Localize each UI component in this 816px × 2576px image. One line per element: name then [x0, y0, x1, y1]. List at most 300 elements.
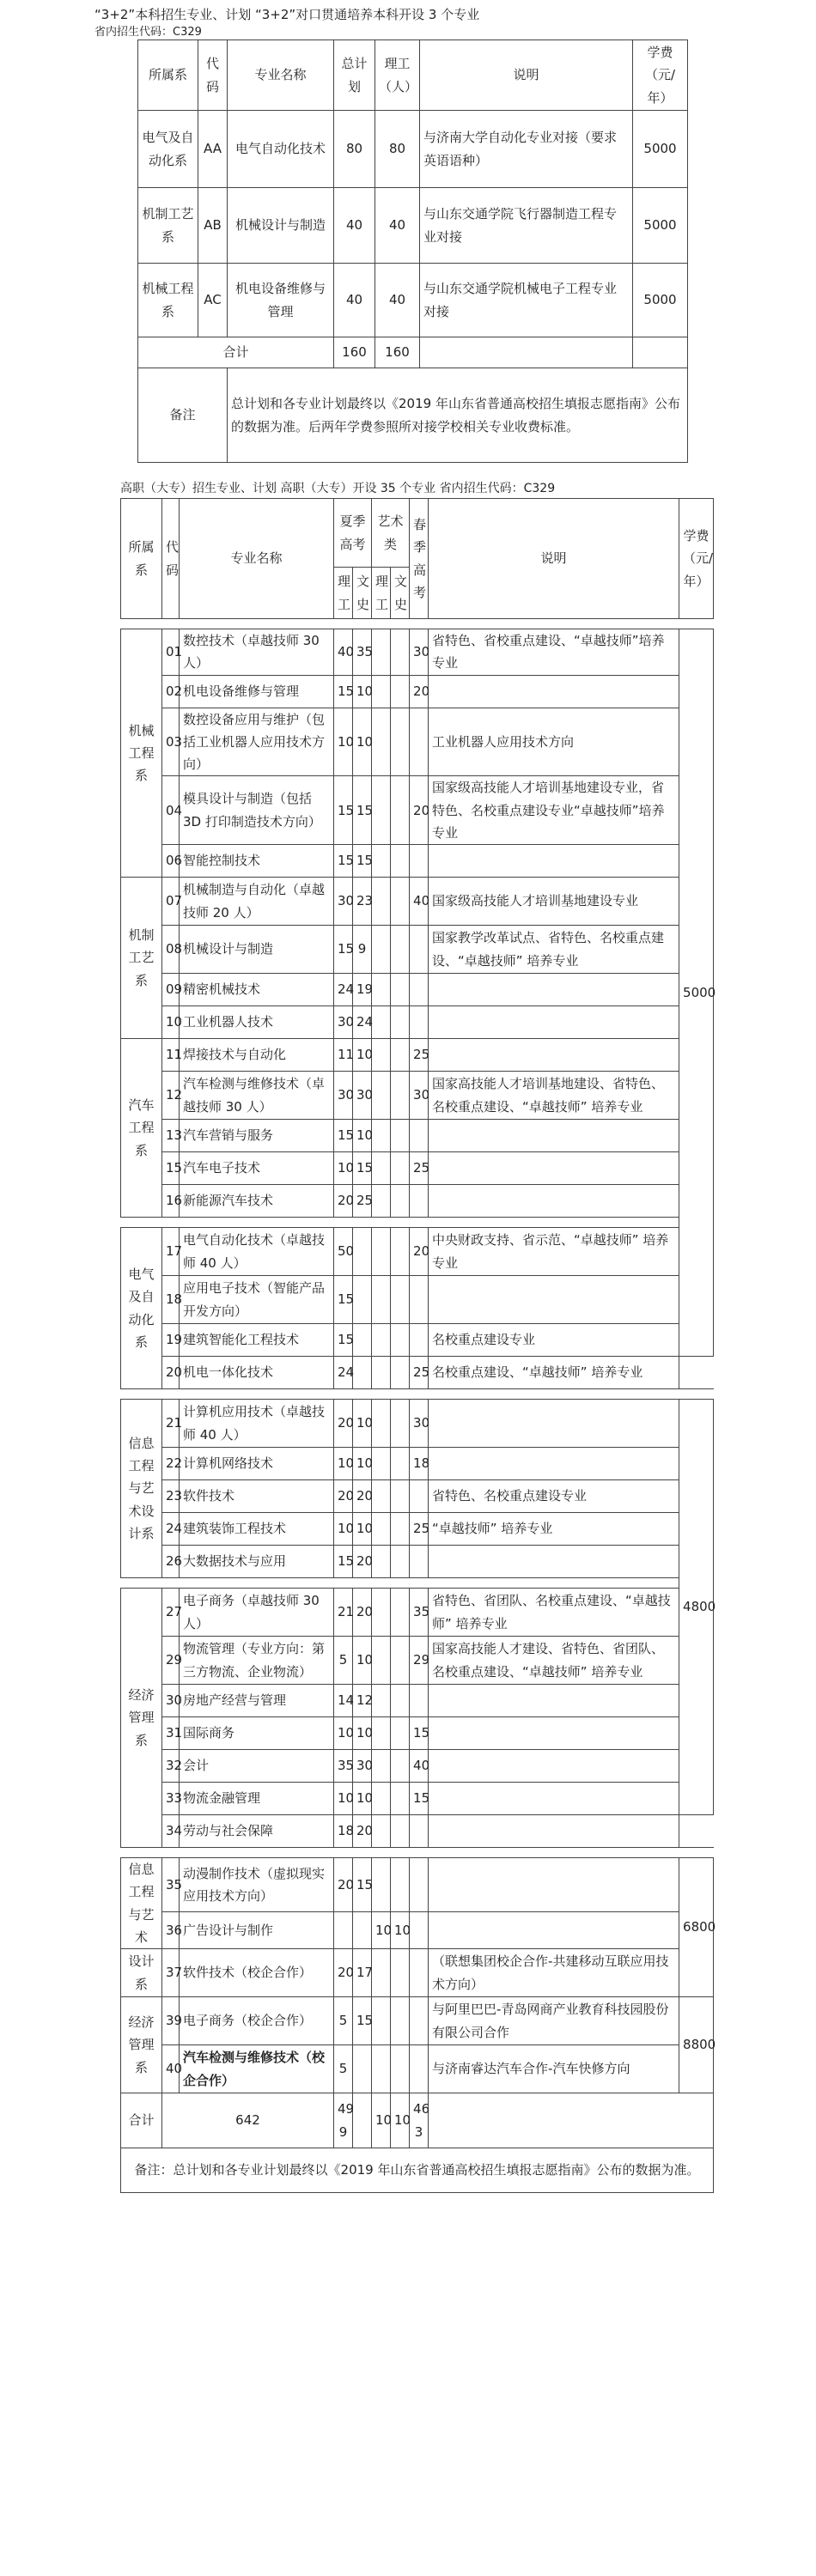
t2-row	[121, 1912, 714, 1949]
t2-code: 31	[162, 1717, 180, 1750]
t2-s2: 9	[353, 926, 372, 974]
t2-s4	[391, 974, 410, 1006]
t2-s3: 10	[372, 1912, 391, 1949]
t2-sp	[410, 2045, 429, 2093]
t2-s1: 10	[334, 1448, 353, 1480]
t2-desc: （联想集团校企合作-共建移动互联应用技术方向）	[429, 1949, 679, 1997]
t2-sp	[410, 1949, 429, 1997]
t2-row	[121, 1120, 714, 1152]
t2-s3	[372, 1357, 391, 1389]
t2-s2: 17	[353, 1949, 372, 1997]
t2-s4	[391, 1039, 410, 1072]
t2-s2: 20	[353, 1589, 372, 1637]
t2-code: 04	[162, 776, 180, 845]
t2-s1: 15	[334, 1324, 353, 1357]
t2-sp: 20	[410, 675, 429, 708]
t2-name: 焊接技术与自动化	[180, 1039, 334, 1072]
t2-s3	[372, 675, 391, 708]
t2-code: 03	[162, 708, 180, 776]
t2-sp	[410, 708, 429, 776]
t2-header-art-lit: 文史	[391, 568, 410, 619]
t2-row	[121, 1589, 714, 1637]
t2-name: 广告设计与制作	[180, 1912, 334, 1949]
t2-s1: 50	[334, 1228, 353, 1276]
t2-s4	[391, 926, 410, 974]
t2-code: 37	[162, 1949, 180, 1997]
t2-sp	[410, 1185, 429, 1218]
t2-sp	[410, 1912, 429, 1949]
t2-sp	[410, 1997, 429, 2045]
t2-code: 13	[162, 1120, 180, 1152]
t2-code: 07	[162, 878, 180, 926]
t2-s2: 35	[353, 629, 372, 676]
t2-s3	[372, 1120, 391, 1152]
t2-s2: 15	[353, 1152, 372, 1185]
t2-name: 汽车营销与服务	[180, 1120, 334, 1152]
t2-s3	[372, 1997, 391, 2045]
t2-s1: 15	[334, 675, 353, 708]
t2-row	[121, 1637, 714, 1685]
t2-s2: 10	[353, 1120, 372, 1152]
t2-desc	[429, 1783, 679, 1815]
t2-sp: 20	[410, 1228, 429, 1276]
t2-sp	[410, 1276, 429, 1324]
t1-sum-label: 合计	[138, 337, 334, 368]
t2-s4: 10	[391, 1912, 410, 1949]
t1-sci: 40	[375, 188, 420, 264]
t2-s4	[391, 845, 410, 878]
t2-fee: 8800	[679, 1997, 714, 2093]
t1-desc: 与济南大学自动化专业对接（要求英语语种）	[420, 111, 633, 188]
t1-header-code: 代码	[198, 40, 228, 111]
t2-code: 22	[162, 1448, 180, 1480]
t2-row	[121, 1448, 714, 1480]
t2-s1: 15	[334, 1120, 353, 1152]
t2-s4	[391, 708, 410, 776]
t2-s1: 20	[334, 1480, 353, 1513]
t2-desc	[429, 1152, 679, 1185]
t2-row	[121, 878, 714, 926]
t2-s3	[372, 974, 391, 1006]
t2-desc: 与济南睿达汽车合作-汽车快修方向	[429, 2045, 679, 2093]
t2-dept: 电气及自动化系	[121, 1228, 162, 1389]
t2-s1: 10	[334, 1513, 353, 1546]
t2-s4	[391, 1637, 410, 1685]
t2-s2: 30	[353, 1750, 372, 1783]
t2-name: 动漫制作技术（虚拟现实应用技术方向）	[180, 1858, 334, 1912]
t2-s4	[391, 1717, 410, 1750]
t2-desc	[429, 1039, 679, 1072]
t2-row	[121, 1324, 714, 1357]
t1-dept: 机械工程系	[138, 264, 198, 337]
t2-s1: 30	[334, 1072, 353, 1120]
t1-fee: 5000	[633, 264, 688, 337]
t2-code: 33	[162, 1783, 180, 1815]
t2-sum-total: 642	[162, 2093, 334, 2148]
t2-row	[121, 629, 714, 676]
t2-s2: 15	[353, 1858, 372, 1912]
t2-s3	[372, 1152, 391, 1185]
t2-s4	[391, 1589, 410, 1637]
t2-s1: 30	[334, 878, 353, 926]
t2-code: 39	[162, 1997, 180, 2045]
t1-header-total: 总计划	[334, 40, 375, 111]
t2-s3	[372, 845, 391, 878]
t2-sp: 25	[410, 1152, 429, 1185]
t1-code: AB	[198, 188, 228, 264]
t2-header-dept: 所属系	[121, 499, 162, 619]
t2-name: 精密机械技术	[180, 974, 334, 1006]
t2-s3	[372, 1228, 391, 1276]
t1-name: 机械设计与制造	[228, 188, 334, 264]
t1-row	[138, 188, 688, 264]
t2-desc	[429, 1717, 679, 1750]
t2-code: 16	[162, 1185, 180, 1218]
t2-desc	[429, 1912, 679, 1949]
t2-row	[121, 1357, 714, 1389]
t1-code: AC	[198, 264, 228, 337]
t1-fee: 5000	[633, 111, 688, 188]
t2-code: 01	[162, 629, 180, 676]
t2-code: 06	[162, 845, 180, 878]
t2-desc: “卓越技师” 培养专业	[429, 1513, 679, 1546]
t2-row	[121, 1152, 714, 1185]
t1-note-label: 备注	[138, 368, 228, 463]
t2-code: 30	[162, 1685, 180, 1717]
t1-code-line: 省内招生代码：C329	[94, 26, 202, 39]
t2-desc: 国家高技能人才培训基地建设、省特色、名校重点建设、“卓越技师” 培养专业	[429, 1072, 679, 1120]
t2-s2: 10	[353, 1448, 372, 1480]
t1-name: 电气自动化技术	[228, 111, 334, 188]
t2-sp	[410, 845, 429, 878]
t1-code: AA	[198, 111, 228, 188]
t2-s2: 20	[353, 1480, 372, 1513]
t2-desc	[429, 1448, 679, 1480]
t2-code: 21	[162, 1400, 180, 1448]
t2-sp	[410, 1324, 429, 1357]
t2-row	[121, 1783, 714, 1815]
t2-sp	[410, 1685, 429, 1717]
t2-desc: 省特色、省团队、名校重点建设、“卓越技师” 培养专业	[429, 1589, 679, 1637]
t2-code: 17	[162, 1228, 180, 1276]
t2-name: 模具设计与制造（包括 3D 打印制造技术方向）	[180, 776, 334, 845]
t2-name: 汽车检测与维修技术（校企合作）	[180, 2045, 334, 2093]
t2-name: 应用电子技术（智能产品开发方向）	[180, 1276, 334, 1324]
t2-s3	[372, 1815, 391, 1848]
t2-s1: 5	[334, 1997, 353, 2045]
t2-sum-s4: 10	[391, 2093, 410, 2148]
t2-s4	[391, 1546, 410, 1578]
t2-name: 机械设计与制造	[180, 926, 334, 974]
t2-s3	[372, 1546, 391, 1578]
t2-desc: 名校重点建设专业	[429, 1324, 679, 1357]
t2-s2: 10	[353, 1717, 372, 1750]
t1-header-fee: 学费（元/年）	[633, 40, 688, 111]
t2-s2: 24	[353, 1006, 372, 1039]
t2-desc: 国家级高技能人才培训基地建设专业，省特色、名校重点建设专业“卓越技师”培养专业	[429, 776, 679, 845]
t2-desc	[429, 1750, 679, 1783]
t2-s4	[391, 1006, 410, 1039]
t2-code: 12	[162, 1072, 180, 1120]
t2-code: 34	[162, 1815, 180, 1848]
t2-header-spring: 春季高考	[410, 499, 429, 619]
t2-s1: 40	[334, 629, 353, 676]
t2-row	[121, 1480, 714, 1513]
t2-sp	[410, 1815, 429, 1848]
t2-s2: 15	[353, 776, 372, 845]
t2-s3	[372, 878, 391, 926]
t2-row	[121, 974, 714, 1006]
t1-title-line: “3+2”本科招生专业、计划 “3+2”对口贯通培养本科开设 3 个专业	[94, 7, 480, 22]
t2-desc	[429, 1120, 679, 1152]
t2-s3	[372, 1685, 391, 1717]
t2-dept: 机制工艺系	[121, 878, 162, 1039]
t2-sum-blank	[429, 2093, 714, 2148]
t2-sum-s3: 10	[372, 2093, 391, 2148]
t2-code: 29	[162, 1637, 180, 1685]
t1-total: 80	[334, 111, 375, 188]
t2-row	[121, 675, 714, 708]
t2-s1: 20	[334, 1185, 353, 1218]
t2-s4	[391, 1276, 410, 1324]
t2-code: 11	[162, 1039, 180, 1072]
t2-name: 汽车检测与维修技术（卓越技师 30 人）	[180, 1072, 334, 1120]
t2-fee: 6800	[679, 1858, 714, 1997]
t1-header-name: 专业名称	[228, 40, 334, 111]
t2-sp: 15	[410, 1717, 429, 1750]
t2-s2: 10	[353, 1039, 372, 1072]
t2-s2	[353, 1357, 372, 1389]
t2-sp: 40	[410, 1750, 429, 1783]
t2-s4	[391, 878, 410, 926]
t2-sum-s1: 49 9	[334, 2093, 353, 2148]
t2-header-summer-lit: 文史	[353, 568, 372, 619]
t2-code: 18	[162, 1276, 180, 1324]
t1-note-text: 总计划和各专业计划最终以《2019 年山东省普通高校招生填报志愿指南》公布的数据为准。后两年学费参照所对接学校相关专业收费标准。	[228, 368, 688, 463]
t2-s1: 15	[334, 1276, 353, 1324]
t2-desc: 工业机器人应用技术方向	[429, 708, 679, 776]
t2-name: 机械制造与自动化（卓越技师 20 人）	[180, 878, 334, 926]
t2-s3	[372, 1006, 391, 1039]
t2-row	[121, 708, 714, 776]
t2-s2: 10	[353, 1637, 372, 1685]
t2-s3	[372, 1750, 391, 1783]
t2-title-line: 高职（大专）招生专业、计划 高职（大专）开设 35 个专业 省内招生代码：C329	[120, 482, 556, 495]
t2-s4	[391, 1480, 410, 1513]
t2-name: 电子商务（校企合作）	[180, 1997, 334, 2045]
t1-row	[138, 111, 688, 188]
t2-header-name: 专业名称	[180, 499, 334, 619]
t2-name: 机电设备维修与管理	[180, 675, 334, 708]
t1-sum-sci: 160	[375, 337, 420, 368]
t2-name: 软件技术（校企合作）	[180, 1949, 334, 1997]
t2-s2: 20	[353, 1546, 372, 1578]
t2-desc	[429, 1185, 679, 1218]
t2-name: 物流金融管理	[180, 1783, 334, 1815]
t2-s1: 10	[334, 1717, 353, 1750]
t2-sum-s2	[353, 2093, 372, 2148]
t2-row	[121, 1006, 714, 1039]
t1-fee: 5000	[633, 188, 688, 264]
t2-dept: 设计系	[121, 1949, 162, 1997]
t2-s2: 10	[353, 1783, 372, 1815]
t2-s4	[391, 1685, 410, 1717]
t2-code: 24	[162, 1513, 180, 1546]
t2-s2: 19	[353, 974, 372, 1006]
t2-name: 建筑装饰工程技术	[180, 1513, 334, 1546]
t1-dept: 机制工艺系	[138, 188, 198, 264]
t2-s1: 20	[334, 1858, 353, 1912]
t2-s1: 15	[334, 776, 353, 845]
t2-table	[120, 498, 714, 2193]
t2-header-code: 代码	[162, 499, 180, 619]
t2-s3	[372, 1717, 391, 1750]
t2-s1: 5	[334, 1637, 353, 1685]
t2-fee: 5000	[679, 629, 714, 1357]
t2-s3	[372, 629, 391, 676]
t2-header-desc: 说明	[429, 499, 679, 619]
t2-sum-spring: 46 3	[410, 2093, 429, 2148]
t2-s3	[372, 1589, 391, 1637]
t2-s3	[372, 1324, 391, 1357]
t2-s4	[391, 629, 410, 676]
t2-sp: 30	[410, 1400, 429, 1448]
t2-s3	[372, 1400, 391, 1448]
t2-header-summer: 夏季高考	[334, 499, 372, 568]
t2-s2	[353, 1276, 372, 1324]
t2-row	[121, 1400, 714, 1448]
t2-code: 35	[162, 1858, 180, 1912]
t2-s1	[334, 1912, 353, 1949]
t2-name: 软件技术	[180, 1480, 334, 1513]
t2-desc: 省特色、省校重点建设、“卓越技师”培养专业	[429, 629, 679, 676]
t2-header-art-sci: 理工	[372, 568, 391, 619]
t1-name: 机电设备维修与管理	[228, 264, 334, 337]
t2-desc	[429, 1685, 679, 1717]
t2-s2: 10	[353, 675, 372, 708]
t2-s1: 14	[334, 1685, 353, 1717]
t2-s4	[391, 1152, 410, 1185]
t2-code: 20	[162, 1357, 180, 1389]
t2-s2: 10	[353, 1513, 372, 1546]
t2-s4	[391, 1815, 410, 1848]
t1-sum-total: 160	[334, 337, 375, 368]
t2-s4	[391, 776, 410, 845]
t2-sp: 30	[410, 1072, 429, 1120]
t2-s1: 15	[334, 926, 353, 974]
t2-code: 19	[162, 1324, 180, 1357]
t2-s4	[391, 675, 410, 708]
t2-s2: 30	[353, 1072, 372, 1120]
t2-s2	[353, 1228, 372, 1276]
t2-name: 汽车电子技术	[180, 1152, 334, 1185]
t2-desc	[429, 675, 679, 708]
t2-s4	[391, 1400, 410, 1448]
t2-sp	[410, 1480, 429, 1513]
t2-s2: 10	[353, 708, 372, 776]
t2-desc: 国家级高技能人才培训基地建设专业	[429, 878, 679, 926]
t2-sum-label: 合计	[121, 2093, 162, 2148]
t2-dept: 经济管理系	[121, 1997, 162, 2093]
t2-s3	[372, 1072, 391, 1120]
t2-s1: 10	[334, 708, 353, 776]
t2-desc	[429, 845, 679, 878]
t2-row	[121, 1750, 714, 1783]
t2-sp	[410, 1006, 429, 1039]
t2-s3	[372, 1480, 391, 1513]
t2-s2: 25	[353, 1185, 372, 1218]
t2-s3	[372, 1039, 391, 1072]
t2-s2	[353, 1912, 372, 1949]
t2-s2: 15	[353, 845, 372, 878]
t2-s2: 15	[353, 1997, 372, 2045]
t1-total: 40	[334, 188, 375, 264]
t2-s1: 15	[334, 845, 353, 878]
t2-s3	[372, 1448, 391, 1480]
t2-row	[121, 926, 714, 974]
t2-row	[121, 1039, 714, 1072]
t2-row	[121, 1276, 714, 1324]
t2-name: 电子商务（卓越技师 30 人）	[180, 1589, 334, 1637]
t2-code: 40	[162, 2045, 180, 2093]
t2-sp: 25	[410, 1039, 429, 1072]
t2-desc	[429, 1276, 679, 1324]
t2-s4	[391, 1448, 410, 1480]
t2-name: 会计	[180, 1750, 334, 1783]
t2-name: 大数据技术与应用	[180, 1546, 334, 1578]
t1-header-desc: 说明	[420, 40, 633, 111]
t2-code: 23	[162, 1480, 180, 1513]
t2-row	[121, 1949, 714, 1997]
t1-table	[137, 39, 688, 463]
t2-code: 15	[162, 1152, 180, 1185]
t2-s4	[391, 1072, 410, 1120]
t2-row	[121, 1815, 714, 1848]
t2-s3	[372, 2045, 391, 2093]
t2-s4	[391, 1783, 410, 1815]
t2-desc	[429, 1006, 679, 1039]
t2-s1: 10	[334, 1152, 353, 1185]
t2-s4	[391, 1324, 410, 1357]
t2-name: 劳动与社会保障	[180, 1815, 334, 1848]
t2-code: 02	[162, 675, 180, 708]
t2-sp: 25	[410, 1357, 429, 1389]
t2-code: 32	[162, 1750, 180, 1783]
t2-desc: 省特色、名校重点建设专业	[429, 1480, 679, 1513]
t2-name: 建筑智能化工程技术	[180, 1324, 334, 1357]
t2-row	[121, 1513, 714, 1546]
t2-name: 计算机网络技术	[180, 1448, 334, 1480]
t2-code: 09	[162, 974, 180, 1006]
t2-fee: 4800	[679, 1400, 714, 1815]
t2-s1: 20	[334, 1949, 353, 1997]
t2-row	[121, 1072, 714, 1120]
t1-desc: 与山东交通学院机械电子工程专业对接	[420, 264, 633, 337]
t2-s3	[372, 926, 391, 974]
t2-row	[121, 1546, 714, 1578]
t2-code: 36	[162, 1912, 180, 1949]
t2-code: 26	[162, 1546, 180, 1578]
t2-s2	[353, 1324, 372, 1357]
t2-row	[121, 1228, 714, 1276]
t2-s4	[391, 2045, 410, 2093]
t2-s1: 35	[334, 1750, 353, 1783]
t2-s1: 5	[334, 2045, 353, 2093]
t2-desc	[429, 1815, 679, 1848]
t2-s2: 12	[353, 1685, 372, 1717]
t2-desc: 与阿里巴巴-青岛网商产业教育科技园股份有限公司合作	[429, 1997, 679, 2045]
t2-s4	[391, 1997, 410, 2045]
